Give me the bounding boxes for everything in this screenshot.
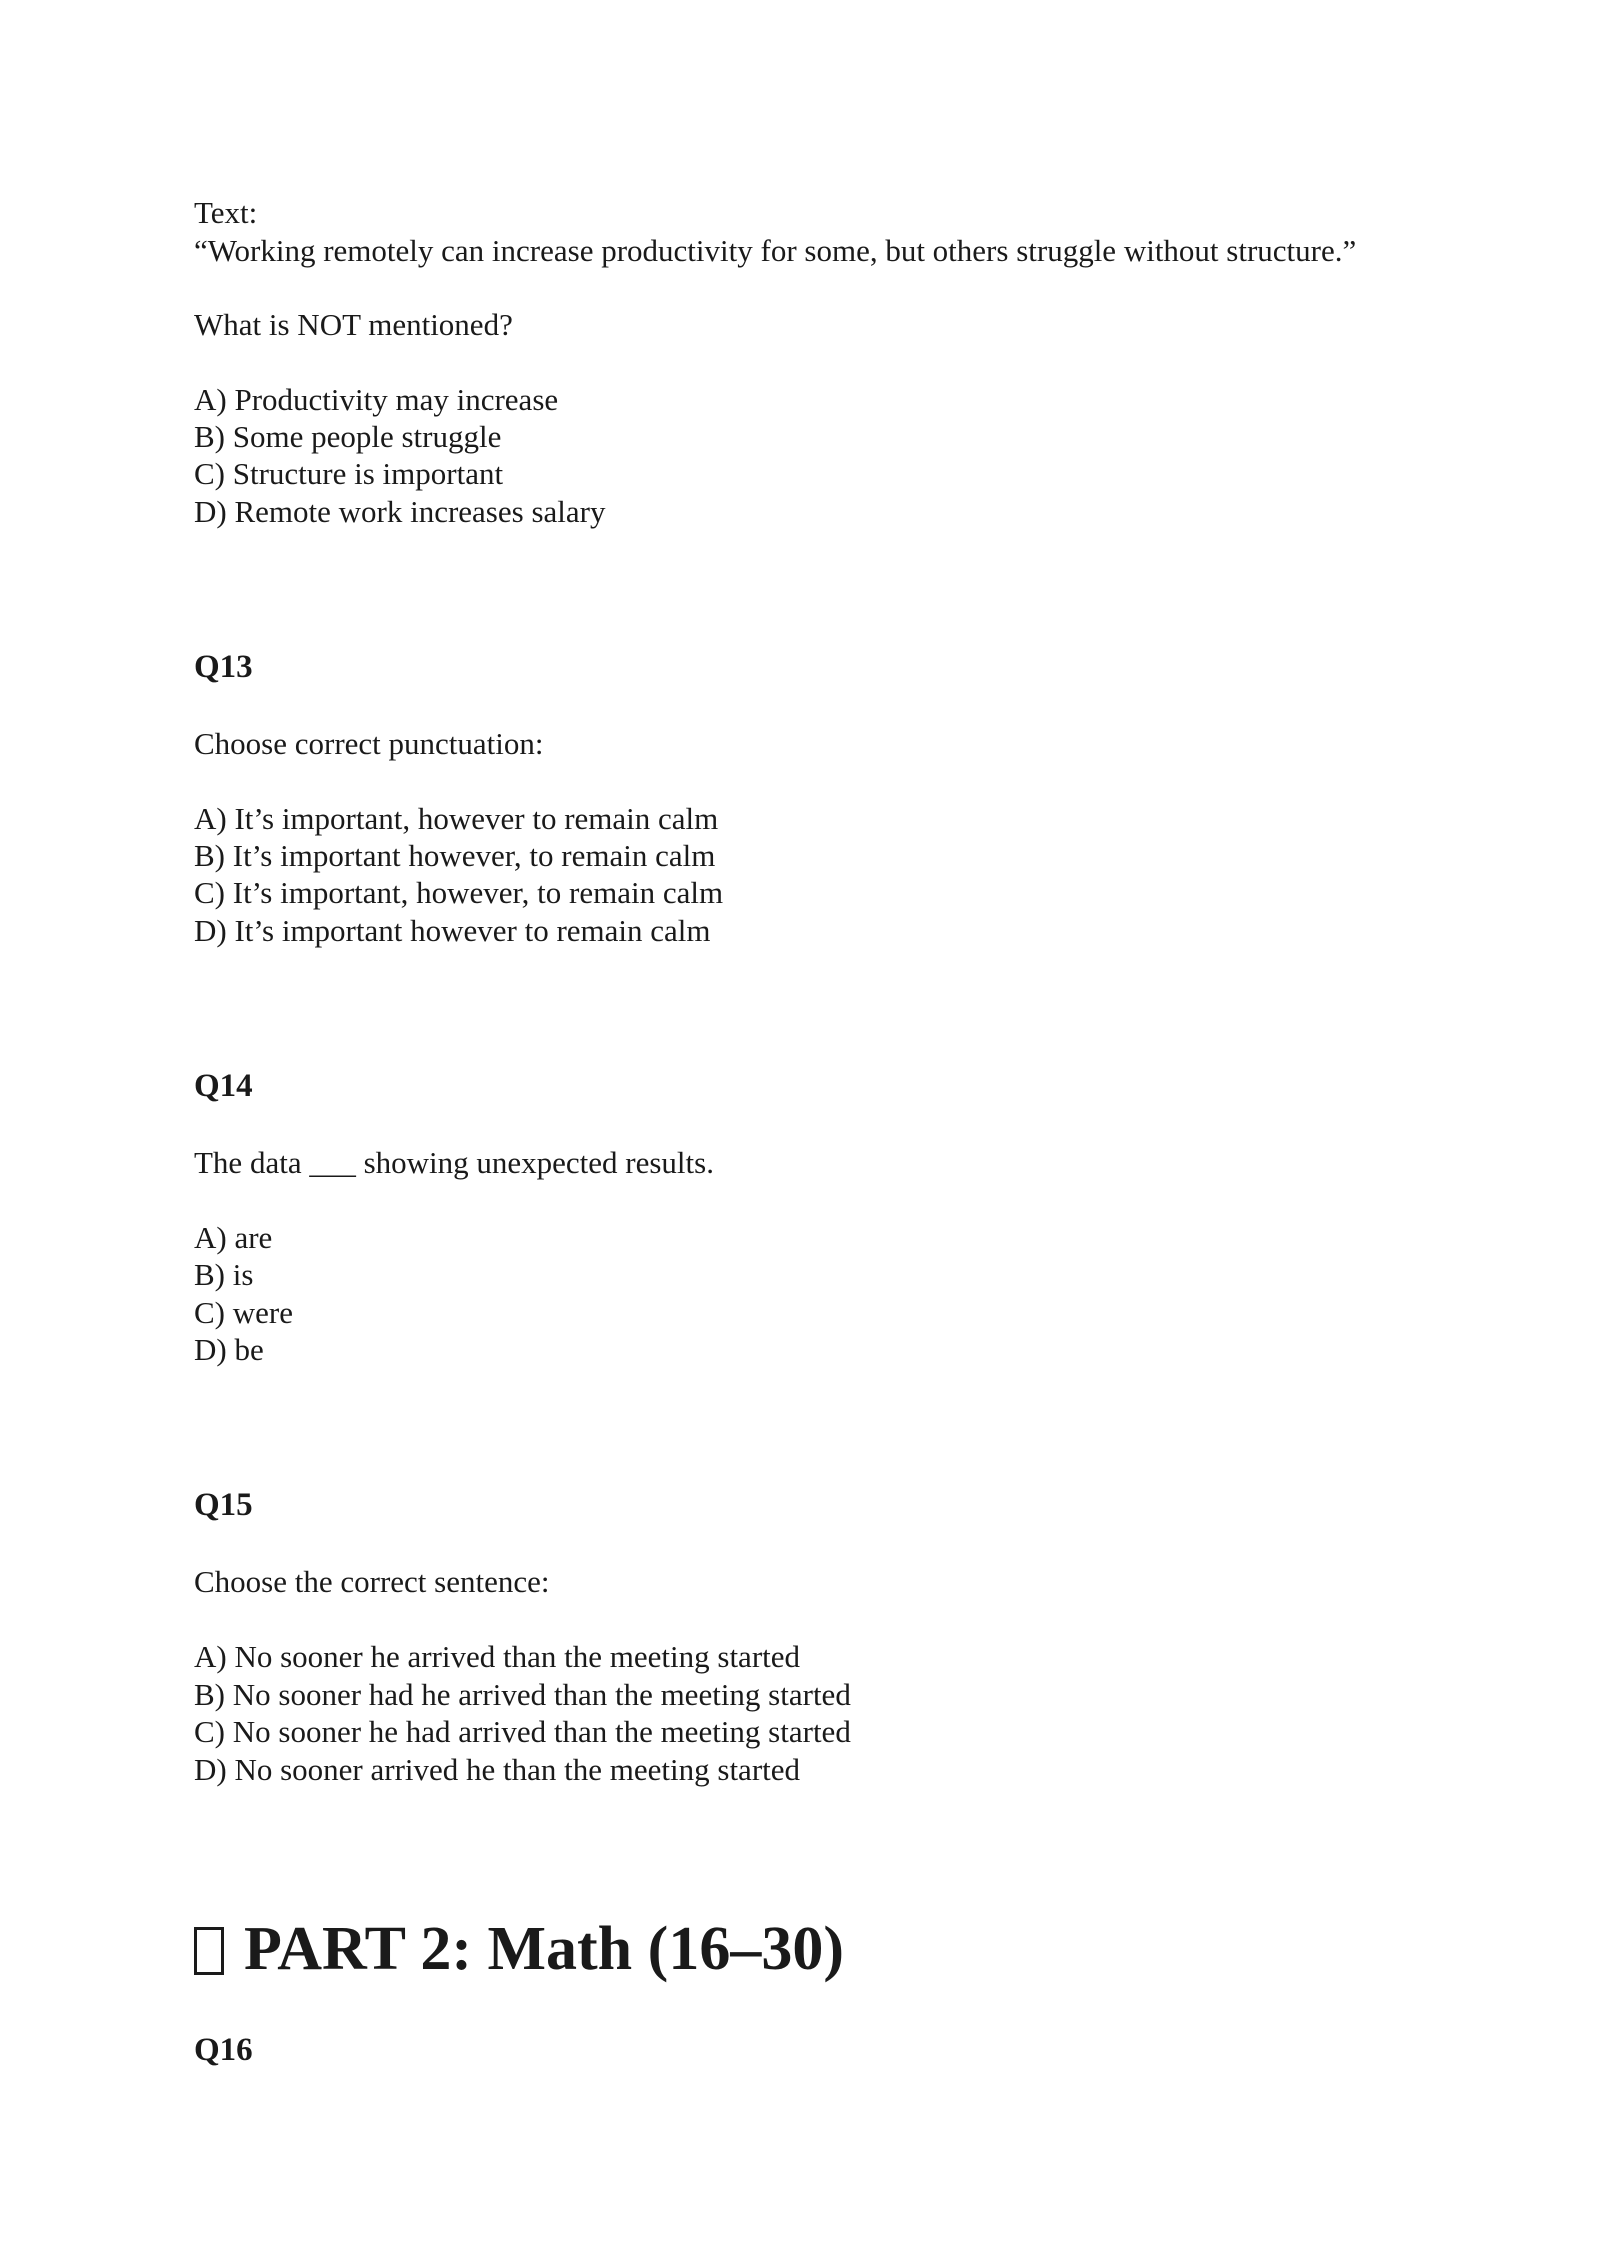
option-b: B) No sooner had he arrived than the meeting started [194, 1677, 851, 1712]
option-c: C) Structure is important [194, 456, 504, 491]
option-d: D) No sooner arrived he than the meeting started [194, 1752, 801, 1787]
quote-text: “Working remotely can increase productivity for some, but others struggle without structure.” [194, 233, 1357, 268]
part-heading [194, 1913, 844, 1985]
question-prompt: What is NOT mentioned? [194, 307, 513, 342]
option-c: C) were [194, 1295, 293, 1330]
option-a: A) No sooner he arrived than the meeting started [194, 1639, 801, 1674]
question-heading-q16: Q16 [194, 2032, 253, 2068]
option-d: D) It’s important however to remain calm [194, 913, 711, 948]
option-a: A) It’s important, however to remain calm [194, 801, 719, 836]
option-a: A) are [194, 1220, 273, 1255]
missing-glyph-icon [194, 1927, 224, 1975]
text-label: Text: [194, 195, 258, 230]
question-prompt: The data ___ showing unexpected results. [194, 1145, 714, 1180]
option-c: C) No sooner he had arrived than the meeting started [194, 1714, 851, 1749]
option-b: B) is [194, 1257, 254, 1292]
question-prompt: Choose correct punctuation: [194, 726, 544, 761]
question-heading-q14: Q14 [194, 1068, 253, 1104]
option-d: D) be [194, 1332, 264, 1367]
question-heading-q15: Q15 [194, 1487, 253, 1523]
option-b: B) Some people struggle [194, 419, 502, 454]
question-prompt: Choose the correct sentence: [194, 1564, 550, 1599]
option-b: B) It’s important however, to remain calm [194, 838, 716, 873]
option-a: A) Productivity may increase [194, 382, 559, 417]
option-d: D) Remote work increases salary [194, 494, 606, 529]
option-c: C) It’s important, however, to remain calm [194, 875, 724, 910]
part-title: PART 2: Math (16–30) [244, 1915, 844, 1983]
question-heading-q13: Q13 [194, 649, 253, 685]
